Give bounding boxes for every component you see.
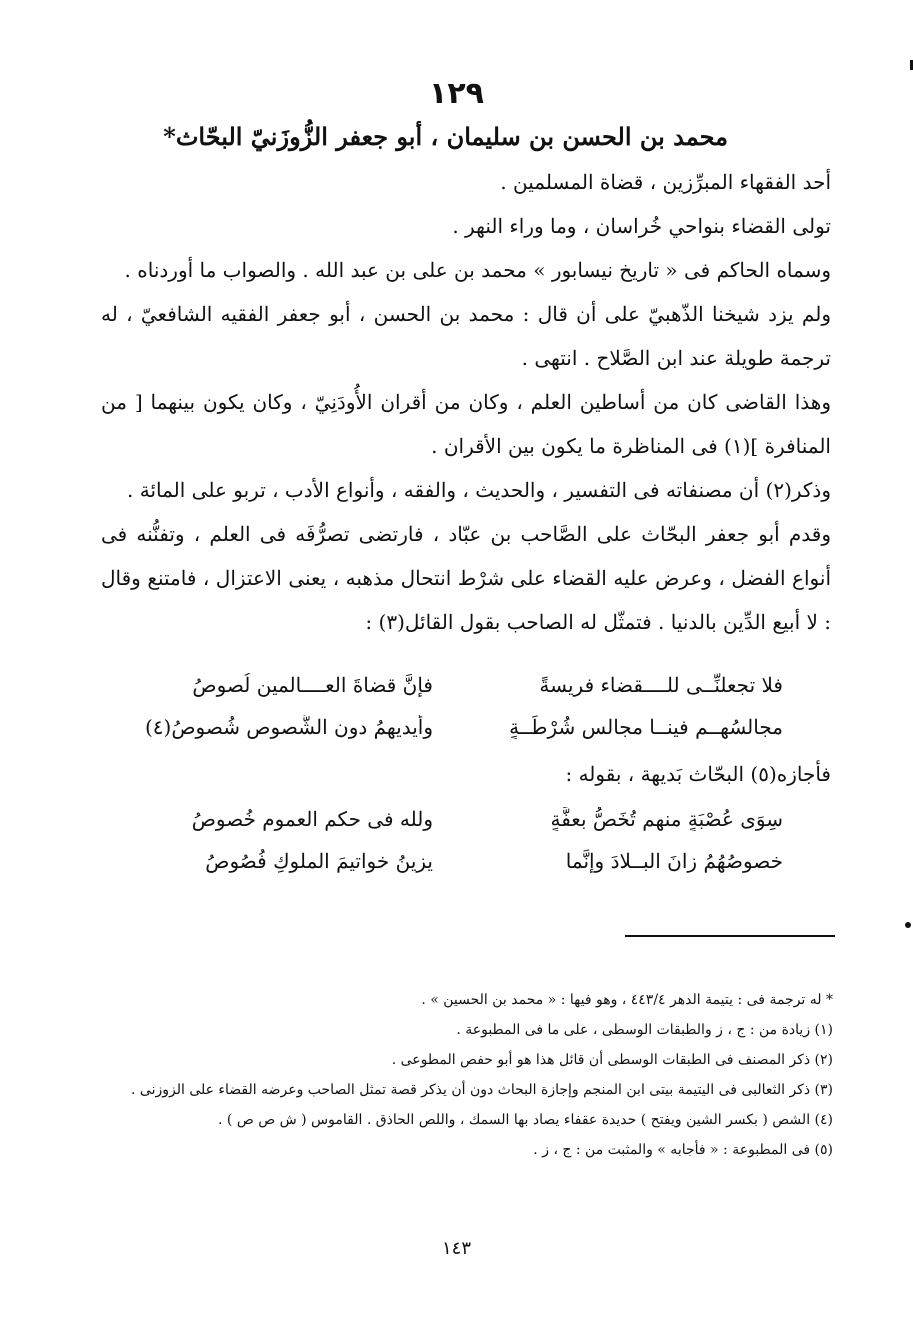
footnote: (٤) الشص ( بكسر الشين ويفتح ) حديدة عقفاء يصاد بها السمك ، واللص الحاذق . القاموس ( ش ص ص ) . <box>218 1112 833 1128</box>
paragraph: ولم يزد شيخنا الذّهبيّ على أن قال : محمد بن الحسن ، أبو جعفر الفقيه الشافعيّ ، له ترجمة طويلة عند ابن الصَّلاح . انتهى . <box>101 302 831 370</box>
verse-first-hemistich: فلا تجعلنِّــى للــــقضاء فريسةً <box>539 673 783 697</box>
verse-first-hemistich: مجالسُهــم فينــا مجالس شُرْطَــةٍ <box>509 715 783 739</box>
poem-verse <box>133 664 783 706</box>
verse-second-hemistich: يزينُ خواتيمَ الملوكِ فُصُوصُ <box>205 849 433 873</box>
page-number: ١٤٣ <box>441 1238 471 1259</box>
verse-second-hemistich: فإنَّ قضاةَ العــــالمين لُصوصُ <box>192 673 433 697</box>
verse-first-hemistich: سِوَى عُصْبَةٍ منهم تُخَصُّ بعفَّةٍ <box>550 807 783 831</box>
footnote: (٥) فى المطبوعة : « فأجابه » والمثبت من : ج ، ز . <box>533 1142 833 1158</box>
paragraph: تولى القضاء بنواحي خُراسان ، وما وراء النهر . <box>452 214 831 238</box>
poem-verse <box>133 798 783 840</box>
footnote: (٢) ذكر المصنف فى الطبقات الوسطى أن قائل هذا هو أبو حفص المطوعى . <box>391 1052 833 1068</box>
poem-intro: فأجازه(٥) البحّاث بَديهة ، بقوله : <box>565 762 831 786</box>
footnote-divider <box>625 935 835 937</box>
entry-body <box>101 160 831 644</box>
poem-verse <box>133 840 783 882</box>
paragraph: وسماه الحاكم فى « تاريخ نيسابور » محمد بن على بن عبد الله . والصواب ما أوردناه . <box>124 258 831 282</box>
verse-first-hemistich: خصوصُهُمُ زانَ البــلادَ وإنَّما <box>565 849 783 873</box>
paragraph: أحد الفقهاء المبرِّزين ، قضاة المسلمين . <box>500 170 831 194</box>
poem-quoted <box>133 664 783 748</box>
footnote: * له ترجمة فى : يتيمة الدهر ٤٤٣/٤ ، وهو فيها : « محمد بن الحسين » . <box>421 992 833 1008</box>
entry-title: محمد بن الحسن بن سليمان ، أبو جعفر الزُّوزَنيّ البحّاث* <box>163 122 728 151</box>
poem-verse <box>133 706 783 748</box>
poem-response <box>133 798 783 882</box>
footnote: (٣) ذكر الثعالبى فى اليتيمة بيتى ابن المنجم وإجازة البحاث دون أن يذكر قصة تمثل الصاحب وعرضه القضاء على الزوزنى . <box>131 1082 833 1098</box>
paragraph: وقدم أبو جعفر البحّاث على الصَّاحب بن عبّاد ، فارتضى تصرُّفَه فى العلم ، وتفنُّنه فى أنواع الفضل ، وعرض عليه القضاء على شرْط انتحال مذهبه ، يعنى الاعتزال ، فامتنع وقال : لا أبيع الدِّين بالدنيا . فتمثّل له الصاحب بقول القائل(٣) : <box>101 522 831 634</box>
paragraph: وهذا القاضى كان من أساطين العلم ، وكان من أقران الأُودَنِيّ ، وكان يكون بينهما [ من المنافرة ](١) فى المناظرة ما يكون بين الأقران . <box>101 390 831 458</box>
footnotes <box>108 985 833 1165</box>
footnote: (١) زيادة من : ج ، ز والطبقات الوسطى ، على ما فى المطبوعة . <box>456 1022 833 1038</box>
edge-dot <box>905 922 911 928</box>
entry-number: ١٢٩ <box>429 76 484 111</box>
paragraph: وذكر(٢) أن مصنفاته فى التفسير ، والحديث ، والفقه ، وأنواع الأدب ، تربو على المائة . <box>127 478 831 502</box>
verse-second-hemistich: وأيديهمُ دون الشُّصوصِ شُصوصُ(٤) <box>144 715 433 739</box>
verse-second-hemistich: ولله فى حكمِ العمومِ خُصوصُ <box>191 807 433 831</box>
